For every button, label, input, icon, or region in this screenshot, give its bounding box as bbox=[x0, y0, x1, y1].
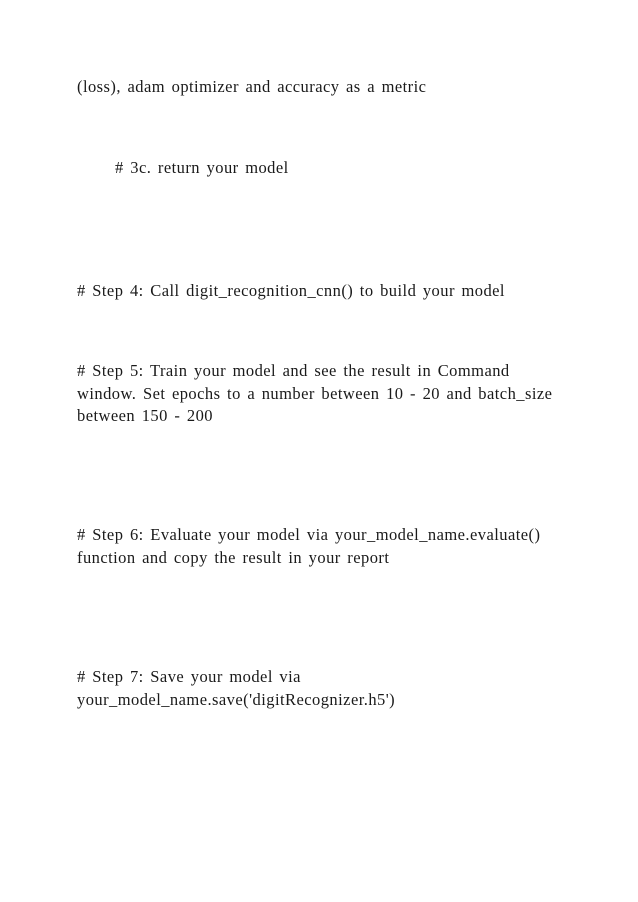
step-7-line-2: your_model_name.save('digitRecognizer.h5') bbox=[77, 689, 396, 709]
step-5-line-1: # Step 5: Train your model and see the result in Command bbox=[77, 361, 510, 380]
instruction-step-6 bbox=[77, 524, 540, 569]
step-6-line-2: function and copy the result in your report bbox=[77, 547, 390, 567]
instruction-step-4: # Step 4: Call digit_recognition_cnn() to build your model bbox=[77, 281, 505, 300]
step-5-line-3: between 150 - 200 bbox=[77, 406, 213, 425]
step-7-line-1: # Step 7: Save your model via bbox=[77, 667, 301, 686]
step-6-line-1: # Step 6: Evaluate your model via your_model_name.evaluate() bbox=[77, 525, 541, 544]
instruction-step-3c: # 3c. return your model bbox=[115, 158, 289, 177]
instruction-line-loss: (loss), adam optimizer and accuracy as a metric bbox=[77, 77, 427, 96]
instruction-step-5 bbox=[77, 360, 552, 428]
instruction-step-7 bbox=[77, 666, 395, 711]
step-5-line-2: window. Set epochs to a number between 10 - 20 and batch_size bbox=[77, 383, 553, 403]
